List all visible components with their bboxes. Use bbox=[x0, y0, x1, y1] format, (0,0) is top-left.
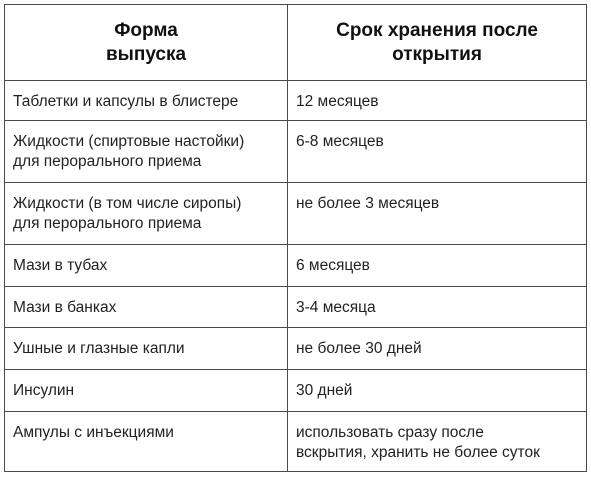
table-row bbox=[5, 287, 587, 328]
table-row bbox=[5, 328, 587, 370]
header-term-line: открытия bbox=[392, 43, 482, 65]
cell-form-line: Инсулин bbox=[13, 382, 75, 399]
cell-term-line: 12 месяцев bbox=[296, 93, 379, 110]
table-row bbox=[5, 370, 587, 412]
table-row bbox=[5, 121, 587, 183]
cell-form bbox=[5, 121, 288, 183]
cell-form bbox=[5, 370, 288, 412]
header-term-line: Срок хранения после bbox=[336, 19, 538, 41]
header-row bbox=[5, 5, 587, 81]
cell-term bbox=[288, 328, 587, 370]
cell-form-line: Мази в тубах bbox=[13, 257, 108, 274]
cell-term-line: использовать сразу после bbox=[296, 424, 484, 441]
header-term bbox=[288, 5, 587, 81]
cell-term bbox=[288, 287, 587, 328]
header-form-line: выпуска bbox=[105, 43, 187, 65]
cell-term-line: 3-4 месяца bbox=[296, 299, 376, 316]
cell-term-line: не более 3 месяцев bbox=[296, 195, 440, 212]
cell-term bbox=[288, 121, 587, 183]
cell-form-line: Ампулы с инъекциями bbox=[13, 424, 174, 441]
cell-term-line: 6 месяцев bbox=[296, 257, 370, 274]
cell-form bbox=[5, 245, 288, 287]
cell-term-line: не более 30 дней bbox=[296, 340, 422, 357]
cell-form bbox=[5, 287, 288, 328]
cell-form-line: Мази в банках bbox=[13, 299, 117, 316]
table-row bbox=[5, 412, 587, 472]
cell-form bbox=[5, 328, 288, 370]
cell-term bbox=[288, 412, 587, 472]
cell-term-line: вскрытия, хранить не более суток bbox=[296, 444, 540, 461]
cell-form-line: Жидкости (спиртовые настойки) bbox=[13, 133, 245, 150]
cell-form bbox=[5, 183, 288, 245]
table-row bbox=[5, 245, 587, 287]
cell-form bbox=[5, 412, 288, 472]
cell-term bbox=[288, 183, 587, 245]
cell-term-line: 6-8 месяцев bbox=[296, 133, 384, 150]
header-form-line: Форма bbox=[114, 19, 178, 41]
storage-table bbox=[4, 4, 587, 472]
cell-form-line: Таблетки и капсулы в блистере bbox=[13, 93, 239, 110]
cell-form-line: Ушные и глазные капли bbox=[13, 340, 185, 357]
cell-term-line: 30 дней bbox=[296, 382, 353, 399]
cell-form-line: Жидкости (в том числе сиропы) bbox=[13, 195, 242, 212]
cell-term bbox=[288, 245, 587, 287]
cell-form bbox=[5, 81, 288, 121]
cell-form-line: для перорального приема bbox=[13, 215, 202, 232]
table-row bbox=[5, 183, 587, 245]
cell-term bbox=[288, 81, 587, 121]
table-row bbox=[5, 81, 587, 121]
cell-form-line: для перорального приема bbox=[13, 153, 202, 170]
cell-term bbox=[288, 370, 587, 412]
header-form bbox=[5, 5, 288, 81]
